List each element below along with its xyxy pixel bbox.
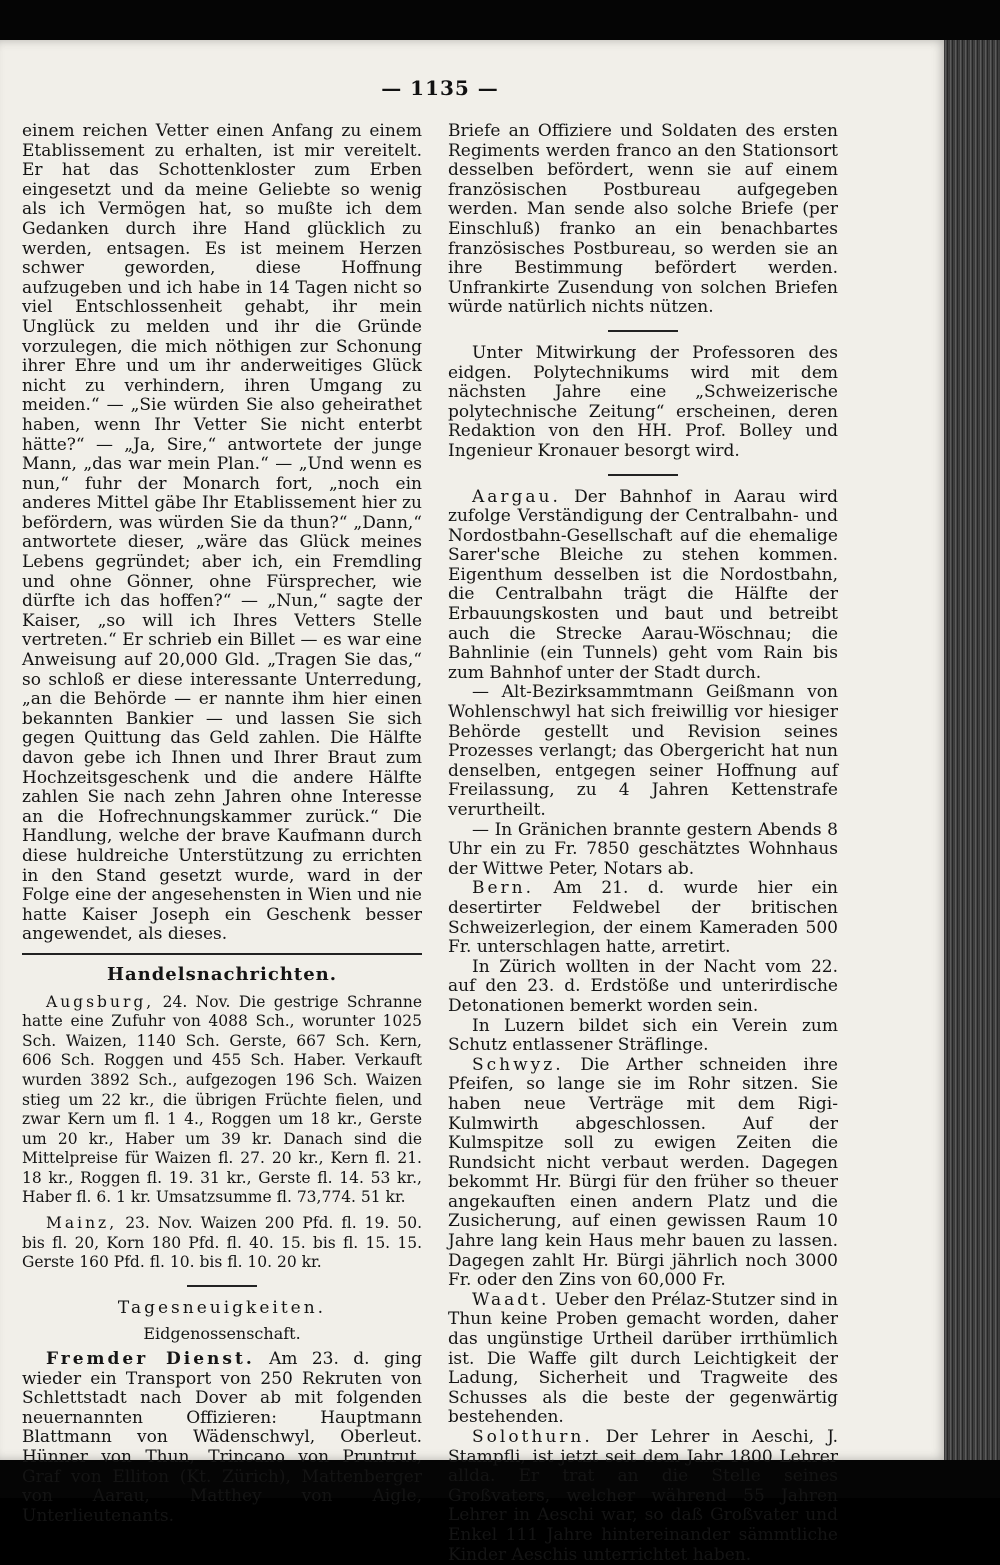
fremder-dienst-head: Fremder Dienst. (46, 1349, 255, 1370)
mainz-place: Mainz, (46, 1214, 118, 1233)
short-divider (187, 1285, 257, 1287)
augsburg-report (22, 993, 422, 1209)
page-number: — 1135 — (381, 76, 499, 100)
mainz-text: 23. Nov. Waizen 200 Pfd. fl. 19. 50. bis fl. 20, Korn 180 Pfd. fl. 40. 15. bis fl. 15. 15. Gerste 160 Pfd. fl. 10. bis fl. 10. 20 kr. (22, 1214, 422, 1272)
aargau-head: Aargau. (472, 486, 561, 507)
story-paragraph: einem reichen Vetter einen Anfang zu einem Etablissement zu erhalten, ist mir vereitelt. Er hat das Schottenkloster zum Erben eingesetzt und da meine Geliebte so wenig als ich Vermögen hat, so mußte ich dem Gedanken durch ihre Hand glücklich zu werden, entsagen. Es ist meinem Herzen schwer geworden, diese Hoffnung aufzugeben und ich habe in 14 Tagen nicht so viel Entschlossenheit gehabt, ihr mein Unglück zu melden und ihr die Gründe vorzulegen, die mich nöthigen zur Schonung ihrer Ehre und um ihr anderweitiges Glück nicht zu verhindern, ihren Umgang zu meiden.“ — „Sie würden Sie also geheirathet haben, wenn Ihr Vetter Sie nicht enterbt hätte?“ — „Ja, Sire,“ antwortete der junge Mann, „das war mein Plan.“ — „Und wenn es nun,“ fuhr der Monarch fort, „noch ein anderes Mittel gäbe Ihr Etablissement hier zu befördern, was würden Sie da thun?“ „Dann,“ antwortete dieser, „wäre das Glück meines Lebens gegründet; aber ich, ein Fremdling und ohne Gönner, ohne Fürsprecher, wie dürfte ich das hoffen?“ — „Nun,“ sagte der Kaiser, „so will ich Ihres Vetters Stelle vertreten.“ Er schrieb ein Billet — es war eine Anweisung auf 20,000 Gld. „Tragen Sie das,“ so schloß er diese interessante Unterredung, „an die Behörde — er nannte ihm hier einen bekannten Bankier — und lassen Sie sich gegen Quittung das Geld zahlen. Die Hälfte davon gebe ich Ihnen und Ihrer Braut zum Hochzeitsgeschenk und die andere Hälfte zahlen Sie nach zehn Jahren ohne Interesse an die Hofrechnungskammer zurück.“ Die Handlung, welche der brave Kaufmann durch diese huldreiche Unterstützung zu errichten in den Stand gesetzt wurde, ward in der Folge eine der angesehensten in Wien und nie hatte Kaiser Joseph ein Geschenk besser angewendet, als dieses. (22, 121, 422, 945)
schwyz-head: Schwyz. (472, 1054, 564, 1075)
fremder-dienst-text: Am 23. d. ging wieder ein Transport von 250 Rekruten von Schlettstadt nach Dover ab mit folgenden neuernannten Offizieren: Hauptmann Blattmann von Wädenschwyl, Oberleut. Hünner von Thun, Trincano von Pruntrut, Graf von Elliton (Kt. Zürich), Mattenberger von Aarau, Matthey von Aigle, Unterlieutenants. (22, 1349, 422, 1526)
section-title-handelsnachrichten: Handelsnachrichten. (106, 963, 338, 985)
letters-paragraph: Briefe an Offiziere und Soldaten des ersten Regiments werden franco an den Stationsort desselben befördert, wenn sie auf einem französischen Postbureau aufgegeben werden. Man sende also solche Briefe (per Einschluß) franko an ein benachbartes französisches Postbureau, so werden sie an ihre Bestimmung befördert werden. Unfrankirte Zusendung von solchen Briefen würde natürlich nichts nützen. (448, 121, 838, 318)
short-divider-right (608, 330, 678, 332)
left-column (22, 121, 422, 1526)
geissmann-report: — Alt-Bezirksammtmann Geißmann von Wohlenschwyl hat sich freiwillig vor hiesiger Behörde gestellt und Revision seines Prozesses verlangt; das Obergericht hat nun denselben, entgegen seiner Hoffnung auf Freilassung, zu 4 Jahren Kettenstrafe verurtheilt. (448, 682, 838, 820)
augsburg-text: 24. Nov. Die gestrige Schranne hatte eine Zufuhr von 4088 Sch., worunter 1025 Sch. Waizen, 1140 Sch. Gerste, 667 Sch. Kern, 606 Sch. Roggen und 455 Sch. Haber. Verkauft wurden 3892 Sch., aufgezogen 196 Sch. Waizen stieg um 22 kr., die übrigen Früchte fielen, und zwar Kern um fl. 1 4., Roggen um 18 kr., Gerste um 20 kr., Haber um 39 kr. Danach sind die Mittelpreise für Waizen fl. 27. 20 kr., Kern fl. 21. 18 kr., Roggen fl. 19. 31 kr., Gerste fl. 14. 53 kr., Haber fl. 6. 1 kr. Umsatzsumme fl. 73,774. 51 kr. (22, 992, 422, 1207)
news-subtitle: Eidgenossenschaft. (143, 1324, 301, 1344)
solothurn-head: Solothurn. (472, 1427, 593, 1447)
zurich-report: In Zürich wollten in der Nacht vom 22. auf den 23. d. Erdstöße und unterirdische Detonationen bemerkt worden sein. (448, 956, 838, 1016)
fremder-dienst-report (22, 1350, 422, 1526)
solothurn-text: Der Lehrer in Aeschi, J. Stampfli, ist jetzt seit dem Jahr 1800 Lehrer allda. Er trat an die Stelle seines Großvaters, welcher während 55 Jahren Lehrer in Aeschi war, so daß Großvater und Enkel 111 Jahre hintereinander sämmtliche Kinder Aeschis unterrichtet haben. (448, 1427, 838, 1565)
aargau-report (448, 488, 838, 684)
right-column (448, 121, 839, 1565)
graenichen-report: — In Gränichen brannte gestern Abends 8 Uhr ein zu Fr. 7850 geschätztes Wohnhaus der Wittwe Peter, Notars ab. (448, 819, 838, 879)
section-divider (22, 953, 422, 955)
bern-head: Bern. (472, 878, 535, 899)
waadt-text: Ueber den Prélaz-Stutzer sind in Thun keine Proben gemacht worden, daher das ungünstige Urtheil darüber irrthümlich ist. Die Waffe gilt durch Leichtigkeit der Ladung, Sicherheit und Tragweite des Schusses als die beste der gegenwärtig bestehenden. (448, 1289, 838, 1428)
schwyz-text: Die Arther schneiden ihre Pfeifen, so lange sie im Rohr sitzen. Sie haben neue Verträge mit dem Rigi-Kulmwirth abgeschlossen. Auf der Kulmspitze soll zu ewigen Zeiten die Rundsicht nicht verbaut werden. Dagegen bekommt Hr. Bürgi für den früher so theuer angekauften einen andern Platz und die Zusicherung, auf einen gewissen Raum 10 Jahre lang kein Haus mehr bauen zu lassen. Dagegen zahlt Hr. Bürgi jährlich noch 3000 Fr. oder den Zins von 60,000 Fr. (448, 1054, 838, 1291)
bern-report (448, 879, 838, 957)
short-divider-right-2 (608, 474, 678, 476)
aargau-text: Der Bahnhof in Aarau wird zufolge Verständigung der Centralbahn- und Nordostbahn-Gesellschaft auf die ehemalige Sarer'sche Bleiche zu stehen kommen. Eigenthum desselben ist die Nordostbahn, die Centralbahn trägt die Hälfte der Erbauungskosten und baut und betreibt auch die Strecke Aarau-Wöschnau; die Bahnlinie (ein Tunnels) geht vom Rain bis zum Bahnhof unter der Stadt durch. (448, 486, 838, 683)
news-title: Tagesneuigkeiten. (117, 1297, 327, 1318)
waadt-head: Waadt. (472, 1289, 550, 1310)
waadt-report (448, 1291, 838, 1428)
polytechnic-paragraph: Unter Mitwirkung der Professoren des eidgen. Polytechnikums wird mit dem nächsten Jahre eine „Schweizerische polytechnische Zeitung“ erscheinen, deren Redaktion von den HH. Prof. Bolley und Ingenieur Kronauer besorgt wird. (448, 342, 838, 461)
augsburg-place: Augsburg, (46, 992, 155, 1011)
book-page-edges (944, 40, 1000, 1460)
mainz-report (22, 1214, 422, 1273)
luzern-report: In Luzern bildet sich ein Verein zum Schutz entlassener Sträflinge. (448, 1015, 838, 1056)
solothurn-report (448, 1428, 838, 1565)
schwyz-report (448, 1056, 838, 1291)
bern-text: Am 21. d. wurde hier ein desertirter Feldwebel der britischen Schweizerlegion, der einem Kameraden 500 Fr. unterschlagen hatte, arretirt. (448, 878, 839, 958)
